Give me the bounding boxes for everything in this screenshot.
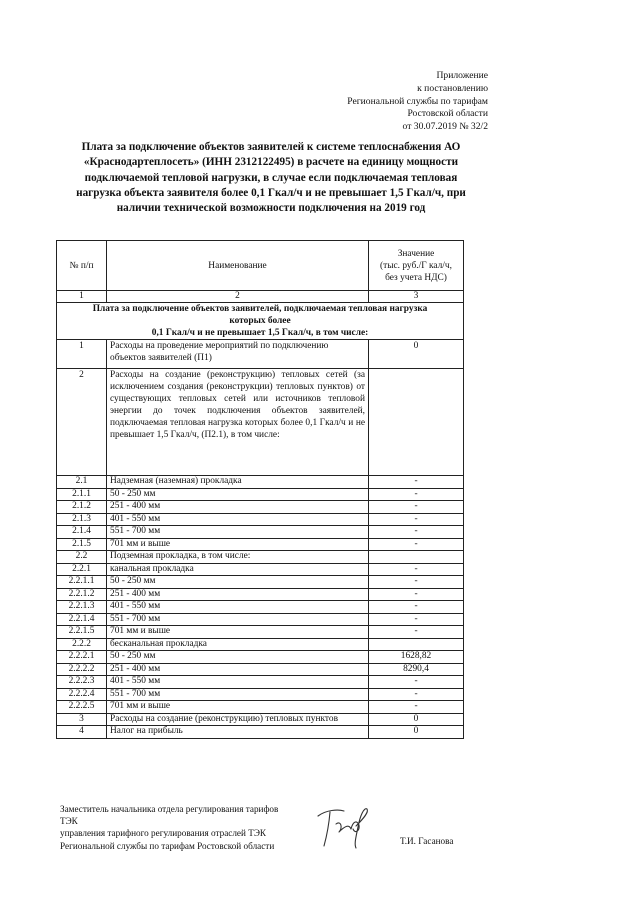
title-line: нагрузка объекта заявителя более 0,1 Гкал/ч и не превышает 1,5 Гкал/ч, при xyxy=(76,186,466,199)
table-row xyxy=(57,626,464,639)
row-num: 2 xyxy=(57,369,107,476)
row-num: 3 xyxy=(57,713,107,726)
row-name: Расходы на проведение мероприятий по подключению объектов заявителей (П1) xyxy=(107,340,369,369)
footer-line: управления тарифного регулирования отраслей ТЭК xyxy=(60,828,267,839)
row-num: 2.1.5 xyxy=(57,538,107,551)
row-value: 0 xyxy=(369,713,464,726)
row-num: 2.1.1 xyxy=(57,488,107,501)
table-row xyxy=(57,601,464,614)
appendix-line: к постановлению xyxy=(417,82,488,94)
row-num: 1 xyxy=(57,340,107,369)
section-title xyxy=(57,303,464,340)
row-num: 4 xyxy=(57,726,107,739)
row-num: 2.1 xyxy=(57,476,107,489)
row-value xyxy=(369,369,464,476)
table-row xyxy=(57,576,464,589)
row-value: 0 xyxy=(369,340,464,369)
table-row xyxy=(57,663,464,676)
row-name: 251 - 400 мм xyxy=(107,663,369,676)
row-name: 701 мм и выше xyxy=(107,626,369,639)
table-row xyxy=(57,638,464,651)
handwritten-signature xyxy=(312,802,374,850)
column-index-row xyxy=(57,291,464,303)
row-num: 2.2.1.5 xyxy=(57,626,107,639)
column-index: 3 xyxy=(369,291,464,303)
row-name: Расходы на создание (реконструкцию) тепловых сетей (за исключением создания (реконструкции) тепловых пунктов) от существующих тепловых сетей или источников тепловой энергии до точек подключения объектов заявителей, подключаемая тепловая нагрузка которых более 0,1 Гкал/ч и не превышает 1,5 Гкал/ч, (П2.1), в том числе: xyxy=(107,369,369,476)
row-num: 2.2.1.3 xyxy=(57,601,107,614)
table-row xyxy=(57,613,464,626)
row-num: 2.2.2.3 xyxy=(57,676,107,689)
footer-line: Заместитель начальника отдела регулирования тарифов xyxy=(60,804,279,814)
row-name: 551 - 700 мм xyxy=(107,688,369,701)
section-line: Плата за подключение объектов заявителей, подключаемая тепловая нагрузка xyxy=(92,304,428,314)
table-row xyxy=(57,713,464,726)
row-value: - xyxy=(369,701,464,714)
row-name: 701 мм и выше xyxy=(107,538,369,551)
row-name: 401 - 550 мм xyxy=(107,601,369,614)
table-row xyxy=(57,513,464,526)
header-value-line: Значение xyxy=(397,248,435,259)
title-line: «Краснодартеплосеть» (ИНН 2312122495) в расчете на единицу мощности xyxy=(83,156,459,169)
row-name: 551 - 700 мм xyxy=(107,526,369,539)
table-row xyxy=(57,688,464,701)
row-num: 2.2.1 xyxy=(57,563,107,576)
header-num: № п/п xyxy=(57,241,107,291)
title-line: Плата за подключение объектов заявителей к системе теплоснабжения АО xyxy=(81,141,461,153)
row-num: 2.2.1.4 xyxy=(57,613,107,626)
row-name: 251 - 400 мм xyxy=(107,501,369,514)
column-index: 2 xyxy=(107,291,369,303)
header-value-line: без учета НДС) xyxy=(385,272,447,283)
appendix-line: Приложение xyxy=(436,70,488,81)
row-value: - xyxy=(369,576,464,589)
row-name: Надземная (наземная) прокладка xyxy=(107,476,369,489)
row-value: - xyxy=(369,588,464,601)
table-header-row xyxy=(57,241,464,291)
footer-position xyxy=(60,803,278,852)
title-line: подключаемой тепловой нагрузки, в случае если подключаемая тепловая xyxy=(84,171,458,184)
row-num: 2.2.2 xyxy=(57,638,107,651)
row-name: 50 - 250 мм xyxy=(107,576,369,589)
table-row xyxy=(57,651,464,664)
table-row xyxy=(57,701,464,714)
row-value xyxy=(369,638,464,651)
appendix-block xyxy=(347,70,488,134)
row-num: 2.1.4 xyxy=(57,526,107,539)
row-num: 2.2.2.2 xyxy=(57,663,107,676)
row-value: 1628,82 xyxy=(369,651,464,664)
table-row xyxy=(57,676,464,689)
row-num: 2.2.1.1 xyxy=(57,576,107,589)
appendix-line: Региональной службы по тарифам xyxy=(347,95,488,107)
row-value: - xyxy=(369,688,464,701)
row-name: 50 - 250 мм xyxy=(107,651,369,664)
signer-name: Т.И. Гасанова xyxy=(400,836,454,846)
row-name: бесканальная прокладка xyxy=(107,638,369,651)
table-row xyxy=(57,501,464,514)
column-index: 1 xyxy=(57,291,107,303)
row-value: - xyxy=(369,476,464,489)
header-value-line: (тыс. руб./Г кал/ч, xyxy=(380,260,452,271)
section-line: которых более xyxy=(229,316,291,326)
footer-line: Региональной службы по тарифам Ростовской области xyxy=(60,840,275,851)
table-row xyxy=(57,538,464,551)
row-name: 701 мм и выше xyxy=(107,701,369,714)
row-name: 50 - 250 мм xyxy=(107,488,369,501)
appendix-line: Ростовской области xyxy=(407,108,488,120)
row-value: 0 xyxy=(369,726,464,739)
table-row xyxy=(57,726,464,739)
row-num: 2.1.2 xyxy=(57,501,107,514)
row-num: 2.2.2.1 xyxy=(57,651,107,664)
table-row xyxy=(57,588,464,601)
row-value: - xyxy=(369,676,464,689)
row-name: 551 - 700 мм xyxy=(107,613,369,626)
row-num: 2.2.2.5 xyxy=(57,701,107,714)
row-name: канальная прокладка xyxy=(107,563,369,576)
table-row xyxy=(57,526,464,539)
row-value: - xyxy=(369,513,464,526)
header-name: Наименование xyxy=(107,241,369,291)
row-num: 2.1.3 xyxy=(57,513,107,526)
row-name: Подземная прокладка, в том числе: xyxy=(107,551,369,564)
row-value: - xyxy=(369,613,464,626)
title-line: наличии технической возможности подключения на 2019 год xyxy=(116,202,426,215)
table-row xyxy=(57,551,464,564)
header-value xyxy=(369,241,464,291)
row-name: Налог на прибыль xyxy=(107,726,369,739)
row-name: 251 - 400 мм xyxy=(107,588,369,601)
row-value: - xyxy=(369,501,464,514)
footer-line: ТЭК xyxy=(60,816,78,827)
row-value: 8290,4 xyxy=(369,663,464,676)
row-num: 2.2 xyxy=(57,551,107,564)
table-row xyxy=(57,488,464,501)
table-row xyxy=(57,340,464,369)
row-name: 401 - 550 мм xyxy=(107,676,369,689)
row-value xyxy=(369,551,464,564)
row-value: - xyxy=(369,601,464,614)
document-title xyxy=(60,140,482,216)
row-value: - xyxy=(369,563,464,576)
row-value: - xyxy=(369,626,464,639)
section-line: 0,1 Гкал/ч и не превышает 1,5 Гкал/ч, в том числе: xyxy=(151,328,369,338)
row-value: - xyxy=(369,488,464,501)
section-row xyxy=(57,303,464,340)
tariff-table xyxy=(56,240,464,739)
appendix-line: от 30.07.2019 № 32/2 xyxy=(402,121,488,133)
row-value: - xyxy=(369,526,464,539)
row-value: - xyxy=(369,538,464,551)
table-row xyxy=(57,369,464,476)
row-name: 401 - 550 мм xyxy=(107,513,369,526)
table-row xyxy=(57,563,464,576)
row-name: Расходы на создание (реконструкцию) тепловых пунктов xyxy=(107,713,369,726)
row-num: 2.2.1.2 xyxy=(57,588,107,601)
row-num: 2.2.2.4 xyxy=(57,688,107,701)
table-row xyxy=(57,476,464,489)
